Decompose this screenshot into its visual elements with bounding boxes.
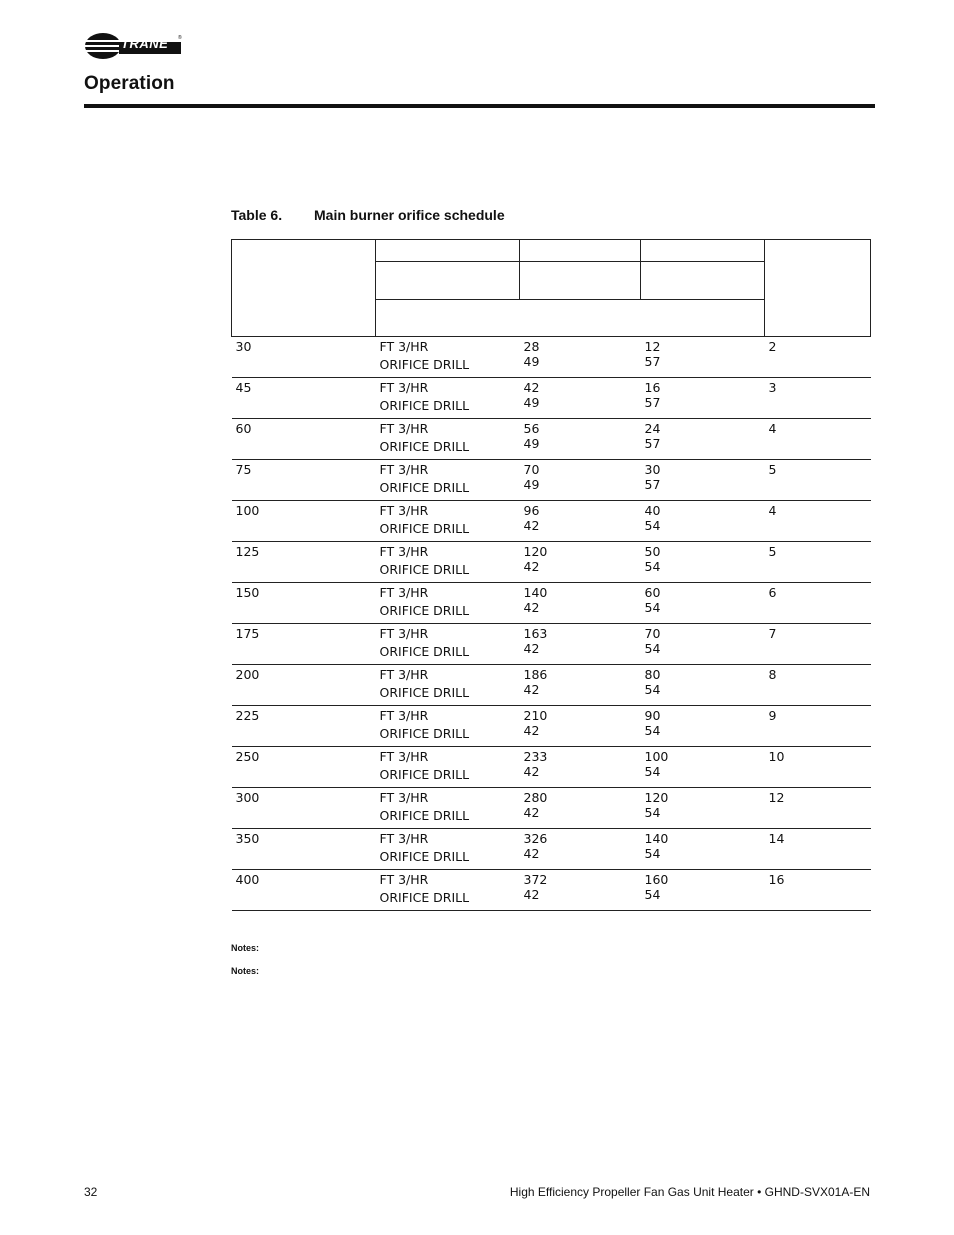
type1-value: FT 3/HR bbox=[379, 380, 429, 395]
lp-ft-value: 30 bbox=[644, 462, 661, 477]
nat-ft-value: 56 bbox=[523, 421, 540, 436]
nat-drill-value: 42 bbox=[523, 641, 540, 656]
natural-gas-cell bbox=[520, 542, 641, 583]
lp-drill-value: 54 bbox=[644, 723, 661, 738]
nat-drill-value: 42 bbox=[523, 600, 540, 615]
header-cell-type bbox=[376, 240, 520, 262]
natural-gas-cell bbox=[520, 747, 641, 788]
input-cell bbox=[232, 419, 376, 460]
type2-value: ORIFICE DRILL bbox=[379, 398, 470, 413]
type2-value: ORIFICE DRILL bbox=[379, 480, 470, 495]
count-value: 4 bbox=[768, 421, 777, 436]
nat-ft-value: 280 bbox=[523, 790, 548, 805]
natural-gas-cell bbox=[520, 706, 641, 747]
type-cell bbox=[376, 624, 520, 665]
natural-gas-cell bbox=[520, 460, 641, 501]
count-value: 5 bbox=[768, 544, 777, 559]
nat-drill-value: 42 bbox=[523, 764, 540, 779]
lp-ft-value: 50 bbox=[644, 544, 661, 559]
table-row bbox=[232, 706, 871, 747]
input-cell bbox=[232, 665, 376, 706]
nat-ft-value: 163 bbox=[523, 626, 548, 641]
propane-gas-cell bbox=[641, 583, 765, 624]
nat-drill-value: 49 bbox=[523, 436, 540, 451]
type-cell bbox=[376, 583, 520, 624]
nat-ft-value: 210 bbox=[523, 708, 548, 723]
propane-gas-cell bbox=[641, 378, 765, 419]
type-cell bbox=[376, 460, 520, 501]
table-header bbox=[232, 240, 871, 337]
type1-value: FT 3/HR bbox=[379, 667, 429, 682]
type1-value: FT 3/HR bbox=[379, 626, 429, 641]
table-row bbox=[232, 665, 871, 706]
orifice-count-cell bbox=[765, 501, 871, 542]
input-cell bbox=[232, 829, 376, 870]
type-cell bbox=[376, 747, 520, 788]
type2-value: ORIFICE DRILL bbox=[379, 644, 470, 659]
count-value: 5 bbox=[768, 462, 777, 477]
title-divider bbox=[84, 104, 875, 108]
type-cell bbox=[376, 870, 520, 911]
lp-drill-value: 54 bbox=[644, 518, 661, 533]
nat-ft-value: 326 bbox=[523, 831, 548, 846]
header-subcell-type bbox=[376, 262, 520, 300]
type-cell bbox=[376, 337, 520, 378]
propane-gas-cell bbox=[641, 747, 765, 788]
type2-value: ORIFICE DRILL bbox=[379, 439, 470, 454]
type-cell bbox=[376, 829, 520, 870]
lp-ft-value: 12 bbox=[644, 339, 661, 354]
type1-value: FT 3/HR bbox=[379, 708, 429, 723]
nat-ft-value: 42 bbox=[523, 380, 540, 395]
propane-gas-cell bbox=[641, 460, 765, 501]
nat-ft-value: 140 bbox=[523, 585, 548, 600]
nat-ft-value: 186 bbox=[523, 667, 548, 682]
input-value: 150 bbox=[235, 585, 260, 600]
natural-gas-cell bbox=[520, 870, 641, 911]
nat-drill-value: 49 bbox=[523, 354, 540, 369]
input-value: 400 bbox=[235, 872, 260, 887]
type1-value: FT 3/HR bbox=[379, 339, 429, 354]
table-row bbox=[232, 337, 871, 378]
propane-gas-cell bbox=[641, 706, 765, 747]
input-value: 125 bbox=[235, 544, 260, 559]
table-row bbox=[232, 460, 871, 501]
propane-gas-cell bbox=[641, 419, 765, 460]
table-row bbox=[232, 788, 871, 829]
notes-label: Notes: bbox=[231, 943, 260, 953]
input-value: 200 bbox=[235, 667, 260, 682]
count-value: 7 bbox=[768, 626, 777, 641]
lp-drill-value: 54 bbox=[644, 682, 661, 697]
page-title: Operation bbox=[84, 73, 175, 94]
type2-value: ORIFICE DRILL bbox=[379, 521, 470, 536]
table-row bbox=[232, 419, 871, 460]
input-value: 250 bbox=[235, 749, 260, 764]
lp-ft-value: 40 bbox=[644, 503, 661, 518]
table-row bbox=[232, 624, 871, 665]
lp-ft-value: 90 bbox=[644, 708, 661, 723]
natural-gas-cell bbox=[520, 583, 641, 624]
input-cell bbox=[232, 460, 376, 501]
lp-drill-value: 54 bbox=[644, 846, 661, 861]
nat-drill-value: 49 bbox=[523, 395, 540, 410]
lp-drill-value: 54 bbox=[644, 641, 661, 656]
type1-value: FT 3/HR bbox=[379, 831, 429, 846]
propane-gas-cell bbox=[641, 829, 765, 870]
table-row bbox=[232, 870, 871, 911]
count-value: 16 bbox=[768, 872, 785, 887]
lp-ft-value: 70 bbox=[644, 626, 661, 641]
lp-ft-value: 140 bbox=[644, 831, 669, 846]
trademark-mark: ® bbox=[178, 35, 182, 41]
type-cell bbox=[376, 378, 520, 419]
count-value: 4 bbox=[768, 503, 777, 518]
count-value: 3 bbox=[768, 380, 777, 395]
nat-drill-value: 42 bbox=[523, 682, 540, 697]
type2-value: ORIFICE DRILL bbox=[379, 685, 470, 700]
header-cell-input bbox=[232, 240, 376, 337]
type1-value: FT 3/HR bbox=[379, 585, 429, 600]
input-cell bbox=[232, 337, 376, 378]
type1-value: FT 3/HR bbox=[379, 872, 429, 887]
natural-gas-cell bbox=[520, 829, 641, 870]
lp-drill-value: 57 bbox=[644, 477, 661, 492]
lp-ft-value: 16 bbox=[644, 380, 661, 395]
type-cell bbox=[376, 419, 520, 460]
lp-drill-value: 54 bbox=[644, 764, 661, 779]
propane-gas-cell bbox=[641, 501, 765, 542]
header-cell-propane-gas bbox=[641, 240, 765, 262]
nat-ft-value: 233 bbox=[523, 749, 548, 764]
lp-ft-value: 120 bbox=[644, 790, 669, 805]
propane-gas-cell bbox=[641, 788, 765, 829]
propane-gas-cell bbox=[641, 542, 765, 583]
table-row bbox=[232, 747, 871, 788]
table-row bbox=[232, 501, 871, 542]
type2-value: ORIFICE DRILL bbox=[379, 357, 470, 372]
input-cell bbox=[232, 706, 376, 747]
nat-ft-value: 70 bbox=[523, 462, 540, 477]
propane-gas-cell bbox=[641, 870, 765, 911]
input-value: 30 bbox=[235, 339, 252, 354]
lp-drill-value: 54 bbox=[644, 600, 661, 615]
header-subcell-propane bbox=[641, 262, 765, 300]
input-cell bbox=[232, 788, 376, 829]
nat-ft-value: 120 bbox=[523, 544, 548, 559]
nat-ft-value: 28 bbox=[523, 339, 540, 354]
orifice-count-cell bbox=[765, 583, 871, 624]
nat-drill-value: 42 bbox=[523, 723, 540, 738]
input-cell bbox=[232, 747, 376, 788]
propane-gas-cell bbox=[641, 665, 765, 706]
type1-value: FT 3/HR bbox=[379, 421, 429, 436]
lp-ft-value: 80 bbox=[644, 667, 661, 682]
nat-drill-value: 49 bbox=[523, 477, 540, 492]
propane-gas-cell bbox=[641, 624, 765, 665]
natural-gas-cell bbox=[520, 419, 641, 460]
header-cell-natural-gas bbox=[520, 240, 641, 262]
input-cell bbox=[232, 624, 376, 665]
type1-value: FT 3/HR bbox=[379, 462, 429, 477]
type2-value: ORIFICE DRILL bbox=[379, 603, 470, 618]
lp-ft-value: 100 bbox=[644, 749, 669, 764]
count-value: 8 bbox=[768, 667, 777, 682]
orifice-count-cell bbox=[765, 542, 871, 583]
propane-gas-cell bbox=[641, 337, 765, 378]
orifice-schedule-table bbox=[231, 239, 871, 911]
natural-gas-cell bbox=[520, 788, 641, 829]
orifice-count-cell bbox=[765, 460, 871, 501]
orifice-count-cell bbox=[765, 337, 871, 378]
lp-drill-value: 54 bbox=[644, 559, 661, 574]
count-value: 2 bbox=[768, 339, 777, 354]
input-value: 350 bbox=[235, 831, 260, 846]
nat-drill-value: 42 bbox=[523, 805, 540, 820]
header-subcell-span bbox=[376, 300, 765, 337]
natural-gas-cell bbox=[520, 378, 641, 419]
input-cell bbox=[232, 501, 376, 542]
lp-drill-value: 57 bbox=[644, 436, 661, 451]
lp-ft-value: 60 bbox=[644, 585, 661, 600]
type2-value: ORIFICE DRILL bbox=[379, 808, 470, 823]
type-cell bbox=[376, 706, 520, 747]
type-cell bbox=[376, 501, 520, 542]
orifice-count-cell bbox=[765, 870, 871, 911]
type1-value: FT 3/HR bbox=[379, 544, 429, 559]
lp-drill-value: 57 bbox=[644, 354, 661, 369]
type-cell bbox=[376, 788, 520, 829]
input-value: 100 bbox=[235, 503, 260, 518]
type-cell bbox=[376, 665, 520, 706]
type2-value: ORIFICE DRILL bbox=[379, 562, 470, 577]
nat-drill-value: 42 bbox=[523, 887, 540, 902]
orifice-count-cell bbox=[765, 747, 871, 788]
lp-ft-value: 160 bbox=[644, 872, 669, 887]
footer-document-title: High Efficiency Propeller Fan Gas Unit Heater • GHND-SVX01A-EN bbox=[509, 1185, 870, 1199]
natural-gas-cell bbox=[520, 624, 641, 665]
table-row bbox=[232, 583, 871, 624]
count-value: 10 bbox=[768, 749, 785, 764]
nat-ft-value: 96 bbox=[523, 503, 540, 518]
nat-drill-value: 42 bbox=[523, 846, 540, 861]
table-row bbox=[232, 378, 871, 419]
table-body bbox=[232, 337, 871, 911]
input-value: 175 bbox=[235, 626, 260, 641]
input-value: 300 bbox=[235, 790, 260, 805]
type1-value: FT 3/HR bbox=[379, 749, 429, 764]
lp-drill-value: 54 bbox=[644, 805, 661, 820]
orifice-count-cell bbox=[765, 624, 871, 665]
type1-value: FT 3/HR bbox=[379, 503, 429, 518]
page-number: 32 bbox=[84, 1185, 98, 1199]
table-row bbox=[232, 829, 871, 870]
natural-gas-cell bbox=[520, 337, 641, 378]
type2-value: ORIFICE DRILL bbox=[379, 726, 470, 741]
notes-label: Notes: bbox=[231, 966, 260, 976]
input-value: 75 bbox=[235, 462, 252, 477]
orifice-count-cell bbox=[765, 419, 871, 460]
count-value: 6 bbox=[768, 585, 777, 600]
input-value: 225 bbox=[235, 708, 260, 723]
count-value: 14 bbox=[768, 831, 785, 846]
input-cell bbox=[232, 583, 376, 624]
nat-drill-value: 42 bbox=[523, 518, 540, 533]
natural-gas-cell bbox=[520, 665, 641, 706]
header-subcell-natural bbox=[520, 262, 641, 300]
orifice-count-cell bbox=[765, 706, 871, 747]
orifice-count-cell bbox=[765, 829, 871, 870]
table-title: Main burner orifice schedule bbox=[314, 207, 505, 223]
lp-drill-value: 57 bbox=[644, 395, 661, 410]
table-row bbox=[232, 542, 871, 583]
lp-drill-value: 54 bbox=[644, 887, 661, 902]
orifice-count-cell bbox=[765, 378, 871, 419]
table-number: Table 6. bbox=[231, 207, 283, 223]
natural-gas-cell bbox=[520, 501, 641, 542]
type1-value: FT 3/HR bbox=[379, 790, 429, 805]
nat-ft-value: 372 bbox=[523, 872, 548, 887]
input-cell bbox=[232, 378, 376, 419]
count-value: 12 bbox=[768, 790, 785, 805]
input-value: 45 bbox=[235, 380, 252, 395]
nat-drill-value: 42 bbox=[523, 559, 540, 574]
input-value: 60 bbox=[235, 421, 252, 436]
type2-value: ORIFICE DRILL bbox=[379, 767, 470, 782]
input-cell bbox=[232, 542, 376, 583]
header-cell-orifice-count bbox=[765, 240, 871, 337]
lp-ft-value: 24 bbox=[644, 421, 661, 436]
count-value: 9 bbox=[768, 708, 777, 723]
table-caption bbox=[231, 207, 505, 223]
orifice-count-cell bbox=[765, 788, 871, 829]
type2-value: ORIFICE DRILL bbox=[379, 849, 470, 864]
brand-name: TRANE bbox=[121, 36, 169, 51]
orifice-count-cell bbox=[765, 665, 871, 706]
input-cell bbox=[232, 870, 376, 911]
type2-value: ORIFICE DRILL bbox=[379, 890, 470, 905]
type-cell bbox=[376, 542, 520, 583]
